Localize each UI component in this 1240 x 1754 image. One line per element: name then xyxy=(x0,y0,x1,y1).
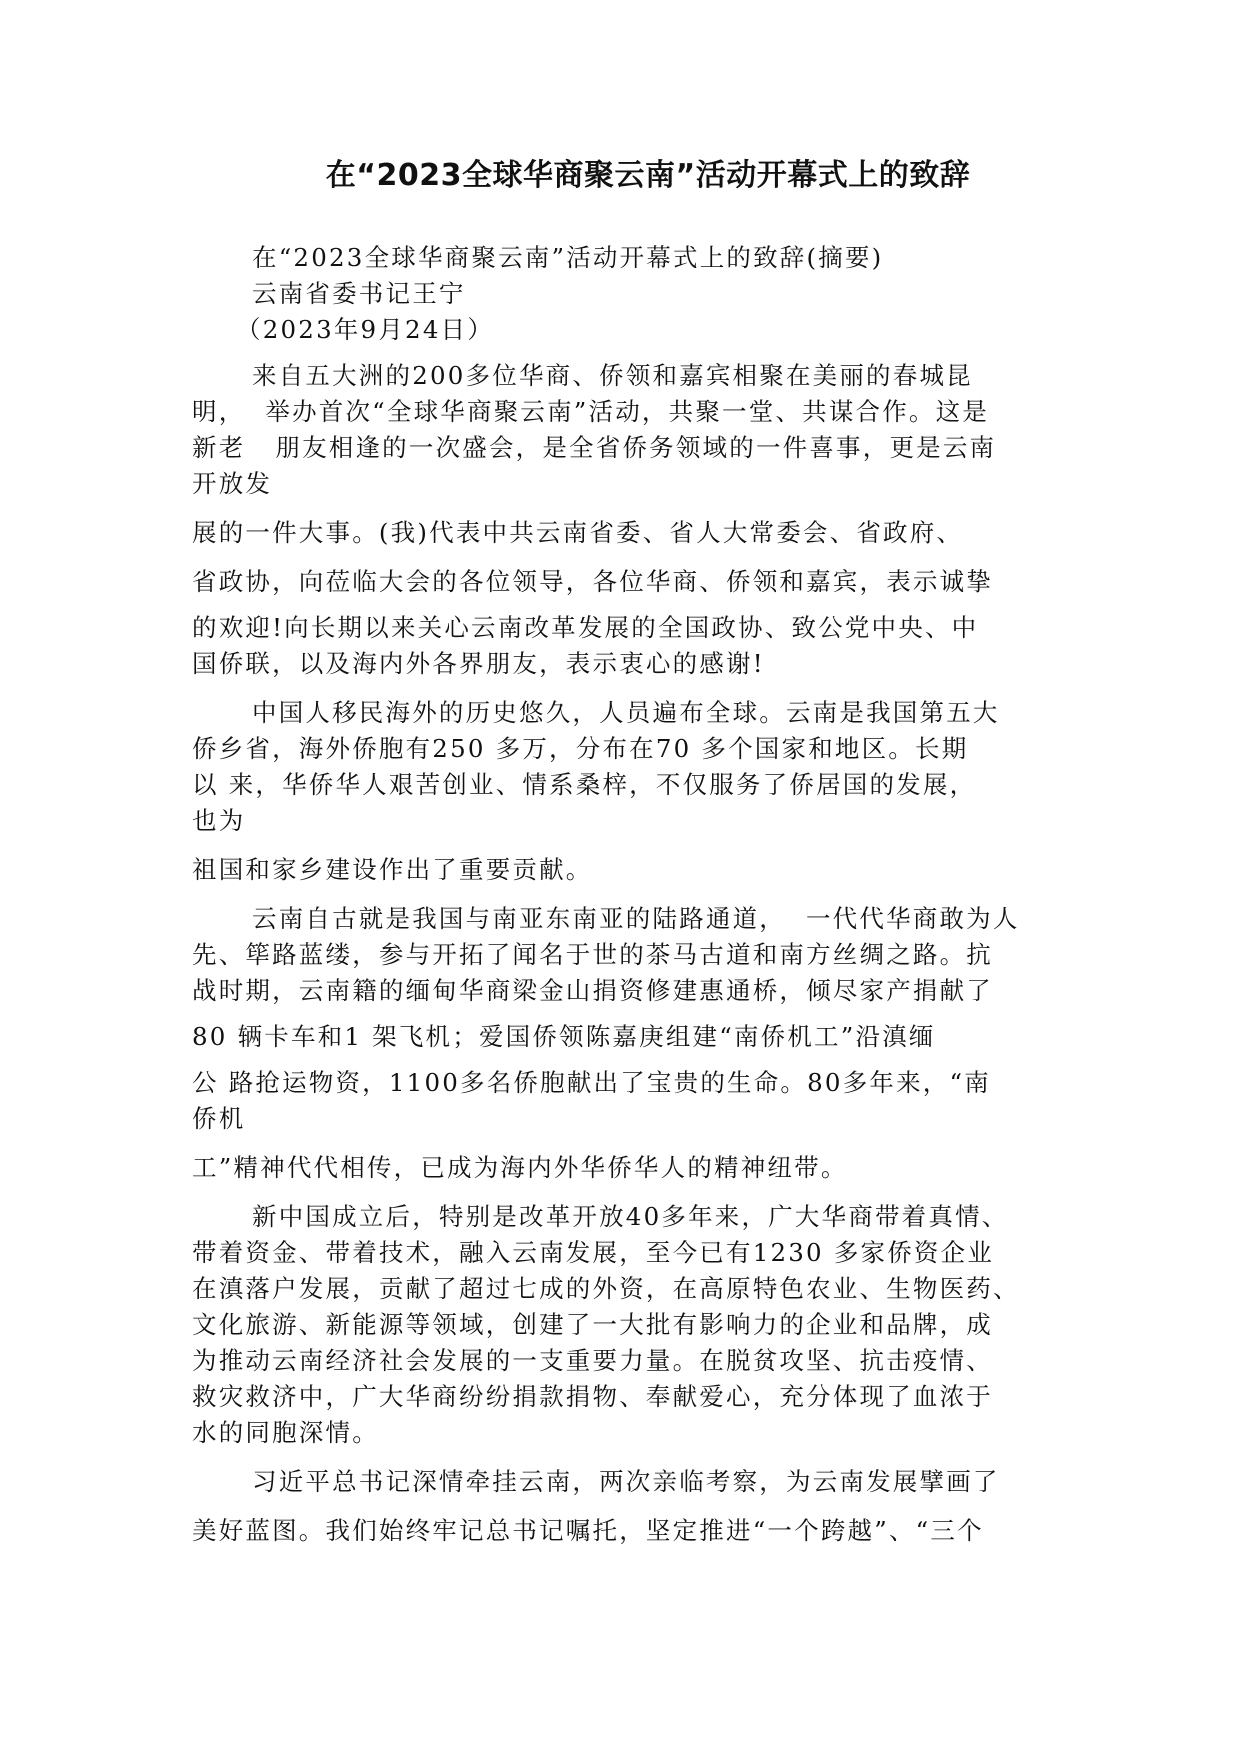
paragraph-line: 的欢迎!向长期以来关心云南改革发展的全国政协、致公党中央、中 xyxy=(192,613,979,642)
paragraph-line: 战时期，云南籍的缅甸华商梁金山捐资修建惠通桥，倾尽家产捐献了 xyxy=(192,976,993,1005)
paragraph-line: 先、筚路蓝缕，参与开拓了闻名于世的茶马古道和南方丝绸之路。抗 xyxy=(192,940,993,969)
paragraph-line: 公 路抢运物资，1100多名侨胞献出了宝贵的生命。80多年来，“南 xyxy=(192,1068,991,1097)
paragraph-line: 侨乡省，海外侨胞有250 多万，分布在70 多个国家和地区。长期 xyxy=(192,734,969,763)
subtitle-line: 在“2023全球华商聚云南”活动开幕式上的致辞(摘要) xyxy=(252,243,884,272)
paragraph-line: 在滇落户发展，贡献了超过七成的外资，在高原特色农业、生物医药、 xyxy=(192,1274,1020,1303)
paragraph-line: 工”精神代代相传，已成为海内外华侨华人的精神纽带。 xyxy=(192,1153,848,1182)
paragraph-line: 省政协，向莅临大会的各位领导，各位华商、侨领和嘉宾，表示诚挚 xyxy=(192,567,993,596)
paragraph-line: 80 辆卡车和1 架飞机；爱国侨领陈嘉庚组建“南侨机工”沿滇缅 xyxy=(192,1022,936,1051)
paragraph-line: 习近平总书记深情牵挂云南，两次亲临考察，为云南发展擘画了 xyxy=(252,1467,1000,1496)
paragraph-line: 为推动云南经济社会发展的一支重要力量。在脱贫攻坚、抗击疫情、 xyxy=(192,1346,993,1375)
paragraph-line: 救灾救济中，广大华商纷纷捐款捐物、奉献爱心，充分体现了血浓于 xyxy=(192,1382,993,1411)
paragraph-line: 展的一件大事。(我)代表中共云南省委、省人大常委会、省政府、 xyxy=(192,518,964,547)
paragraph-line: 明， 举办首次“全球华商聚云南”活动，共聚一堂、共谋合作。这是 xyxy=(192,397,990,426)
paragraph-line: 开放发 xyxy=(192,469,273,498)
paragraph-line: 也为 xyxy=(192,806,246,835)
document-body xyxy=(192,240,1048,1549)
document-title: 在“2023全球华商聚云南”活动开幕式上的致辞 xyxy=(325,158,971,193)
paragraph-line: 以 来，华侨华人艰苦创业、情系桑梓，不仅服务了侨居国的发展， xyxy=(192,770,977,799)
paragraph-line: 水的同胞深情。 xyxy=(192,1418,379,1447)
paragraph-line: 云南自古就是我国与南亚东南亚的陆路通道， 一代代华商敢为人 xyxy=(252,904,1020,933)
paragraph-line: 带着资金、带着技术，融入云南发展，至今已有1230 多家侨资企业 xyxy=(192,1238,995,1267)
paragraph-line: 文化旅游、新能源等领域，创建了一大批有影响力的企业和品牌，成 xyxy=(192,1310,993,1339)
paragraph-line: 侨机 xyxy=(192,1104,246,1133)
paragraph-line: 来自五大洲的200多位华商、侨领和嘉宾相聚在美丽的春城昆 xyxy=(252,361,973,390)
paragraph-line: 美好蓝图。我们始终牢记总书记嘱托，坚定推进“一个跨越”、“三个 xyxy=(192,1516,984,1545)
paragraph-line: 国侨联，以及海内外各界朋友，表示衷心的感谢! xyxy=(192,649,765,678)
paragraph-line: 新老 朋友相逢的一次盛会，是全省侨务领域的一件喜事，更是云南 xyxy=(192,433,997,462)
paragraph-line: 新中国成立后，特别是改革开放40多年来，广大华商带着真情、 xyxy=(252,1202,1009,1231)
paragraph-line: 中国人移民海外的历史悠久，人员遍布全球。云南是我国第五大 xyxy=(252,698,1000,727)
author-line: 云南省委书记王宁 xyxy=(252,279,466,308)
paragraph-line: 祖国和家乡建设作出了重要贡献。 xyxy=(192,855,593,884)
date-line: （2023年9月24日） xyxy=(236,315,495,344)
